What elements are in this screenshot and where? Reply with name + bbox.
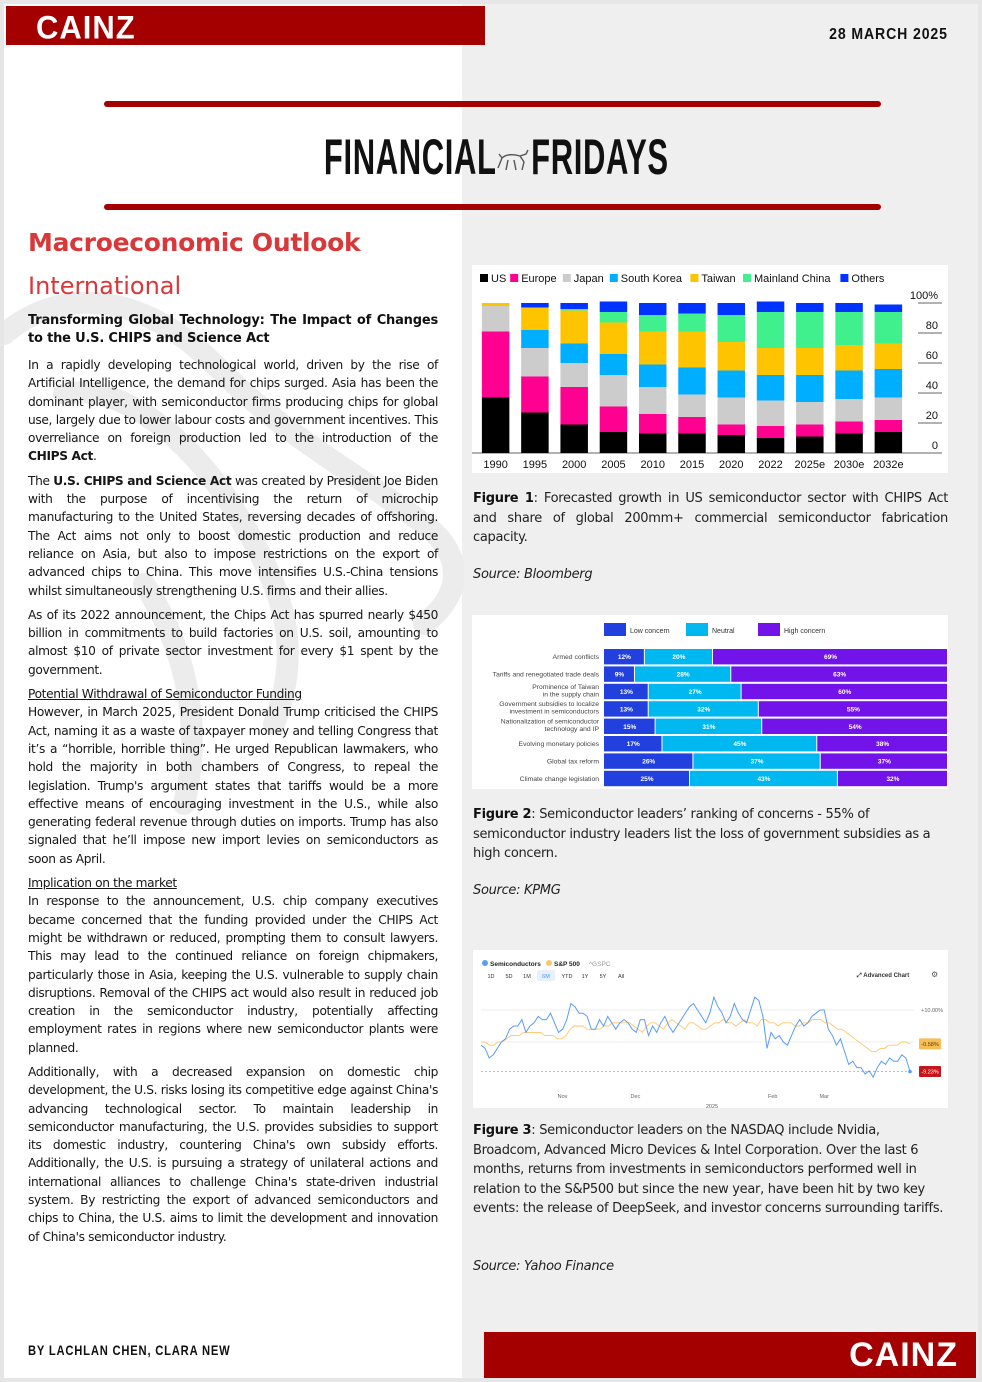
data-label: 69% [823,654,838,662]
newsletter-page [4,4,978,1378]
series-line-s-p-500 [481,1020,910,1052]
legend-swatch [510,274,518,282]
data-label: 54% [848,723,862,731]
category-label: Nationalization of semiconductor [500,718,599,726]
masthead-left: FINANCIAL [323,129,497,185]
byline: BY LACHLAN CHEN, CLARA NEW [28,1342,231,1358]
bar-segment-south-korea [757,375,784,401]
x-tick-label: 2005 [601,459,626,471]
legend-item [510,273,556,285]
bar-segment-us [600,432,627,453]
bar-segment-others [678,303,705,314]
category-label: Tariffs and renegotiated trade deals [492,671,599,679]
data-label: 32% [697,706,711,714]
legend-label: Semiconductors [490,961,541,968]
masthead-right: FRIDAYS [531,129,669,185]
legend-item [610,273,683,285]
bar-segment-japan [875,398,902,421]
bar-segment-taiwan [835,345,862,371]
y-tick-label: 80 [925,320,938,332]
bar-segment-japan [560,363,587,387]
bar-segment-taiwan [718,342,745,371]
data-label: 32% [886,776,900,783]
bar-segment-south-korea [639,365,666,388]
figure-2-chart [472,615,948,789]
paragraph-intro: In a rapidly developing technological world, driven by the rise of Artificial Intelligence, the demand for chips surged. Asia has been the dominant player, with semiconductor firms producing chips for global use, largely due to lower labour costs and government incentives. This overreliance on foreign production led to the introduction of the CHIPS Act. [28,358,438,464]
bar-segment-south-korea [560,344,587,364]
figure-3-source: Source: Yahoo Finance [473,1259,614,1274]
legend-swatch [563,274,571,282]
bar-segment-south-korea [835,371,862,400]
legend-label: Japan [573,273,604,285]
category-label: in the supply chain [542,691,599,699]
x-tick-label: 2025e [794,459,826,471]
legend-item [482,960,541,968]
bar-segment-europe [757,426,784,438]
data-label: 17% [626,741,640,749]
paragraph-additionally: Additionally, with a decreased expansion on domestic chip development, the U.S. risks losing its competitive edge against China's advancing technological sector. To maintain leadership in semiconductor manufacturing, the U.S. provides subsidies to support its domestic industry, countering China's own subsidy efforts. Additionally, the U.S. is pursuing a strategy of unilateral actions and international alliances to challenge China's state-driven industrial system. By restricting the export of advanced semiconductors and chips to China, the U.S. aims to limit the development and innovation of China's semiconductor industry. [28,1064,438,1244]
category-label: Armed conflicts [552,654,599,662]
bar-segment-taiwan [521,308,548,331]
legend-swatch [610,274,618,282]
x-tick-label: 2022 [758,459,783,471]
range-tab-label: All [617,974,625,980]
bar-segment-us [521,413,548,454]
bar-segment-mainland-china [796,312,823,348]
data-label: 25% [640,776,654,783]
bar-segment-mainland-china [875,312,902,344]
legend-item [480,273,506,285]
bar-segment-mainland-china [718,315,745,342]
legend-item [686,623,735,636]
bar-segment-others [521,303,548,308]
x-tick-label: 1995 [522,459,548,471]
bar-segment-europe [718,425,745,436]
figure-1-source: Source: Bloomberg [473,567,593,582]
x-tick-label: 2020 [719,459,744,471]
figure-1-chart [472,265,948,473]
gridline-label: +10.00% [921,1008,943,1014]
range-tab-ytd[interactable] [562,974,573,980]
bar-segment-japan [678,395,705,418]
range-tab-6m[interactable] [537,970,555,981]
legend-label: Neutral [712,628,735,635]
bar-segment-europe [482,332,509,398]
bar-segment-europe [678,417,705,434]
data-label: 27% [688,689,702,696]
legend-item [604,623,670,636]
legend-label: S&P 500 [554,961,580,968]
legend-label: Others [851,273,885,285]
range-tab-label: 6M [542,974,550,980]
category-label: Government subsidies to localize [499,701,599,709]
legend-label: High concern [784,628,826,635]
x-tick-label: Dec [630,1094,641,1100]
bar-segment-us [875,432,902,453]
legend-item [690,273,735,285]
category-label: technology and IP [544,726,599,734]
bull-icon [494,148,534,174]
x-tick-label: Feb [767,1094,778,1100]
figure-1-caption: Figure 1: Forecasted growth in US semiconductor sector with CHIPS Act and share of global 200mm+ commercial semiconductor fabrication capacity. [473,491,949,545]
bar-segment-others [875,305,902,313]
last-value-badge [919,1038,941,1049]
legend-swatch [690,274,698,282]
data-label: 55% [846,706,860,714]
last-value-badge [919,1066,941,1077]
badge-label: -0.58% [921,1041,939,1048]
legend-item [546,960,611,968]
legend-label: Europe [521,273,557,285]
range-tab-label: 1Y [581,974,589,980]
last-point-marker [908,1070,912,1074]
bar-segment-europe [875,420,902,432]
y-tick-label: 100% [909,290,938,302]
section-title: Macroeconomic Outlook [28,228,361,257]
subheading-withdrawal: Potential Withdrawal of Semiconductor Funding [28,687,302,702]
legend-label: US [491,273,507,285]
data-label: 37% [877,758,891,766]
y-tick-label: 40 [925,380,938,392]
legend-dot [546,960,552,966]
bar-segment-mainland-china [639,315,666,332]
legend-swatch [480,274,488,282]
bar-segment-others [560,303,587,309]
settings-gear-icon[interactable]: ⚙ [931,970,939,979]
y-tick-label: 20 [925,410,938,422]
figure-2-source: Source: KPMG [473,883,561,898]
bar-segment-taiwan [757,348,784,375]
data-label: 26% [642,758,656,766]
bar-segment-south-korea [875,369,902,398]
bar-segment-mainland-china [835,312,862,345]
article-column [28,228,438,1252]
subsection-title: International [28,272,182,300]
x-tick-label: 2010 [640,459,665,471]
bar-segment-mainland-china [678,314,705,332]
footer-banner [484,1332,976,1378]
data-label: 20% [672,654,686,662]
x-tick-label: 2015 [679,459,705,471]
legend-item [743,273,831,285]
bar-segment-south-korea [678,368,705,395]
legend-label: Taiwan [701,273,736,285]
top-divider [104,101,881,107]
range-tab-all[interactable] [618,974,624,980]
x-tick-label: 1990 [483,459,508,471]
legend-swatch [686,623,708,636]
bar-segment-us [796,437,823,454]
bar-segment-south-korea [796,375,823,402]
legend-label: Low concern [630,628,670,635]
range-tab-label: YTD [561,974,573,980]
bar-segment-taiwan [600,323,627,355]
data-label: 9% [614,671,625,679]
x-tick-label: 2000 [561,459,587,471]
legend-item [758,623,825,636]
bar-segment-japan [600,375,627,407]
category-label: Prominence of Taiwan [532,683,599,691]
y-tick-label: 0 [931,440,938,452]
concerns-stacked-bar-chart [472,615,948,789]
range-tab-label: 1D [487,974,495,980]
badge-label: -9.23% [921,1069,939,1076]
range-tab-1d[interactable] [487,974,494,980]
bar-segment-us [678,434,705,454]
range-tab-1m[interactable] [523,974,531,980]
bar-segment-others [835,303,862,312]
bar-segment-europe [639,414,666,434]
x-tick-label: Nov [557,1094,568,1100]
range-tab-label: 1M [523,974,531,980]
paragraph-response: In response to the announcement, U.S. chip company executives became concerned that the funding provided under the CHIPS Act might be withdrawn or reduced, prompting them to consult lawyers. This may lead to the continued reliance on foreign chipmakers, particularly those in Asia, keeping the U.S. vulnerable to supply chain disruptions. Removal of the CHIPS act would also result in reduced job creation in the semiconductor industry, potentially affecting employment rates in regions where new semiconductor plants were planned. [28,894,438,1055]
bar-segment-japan [796,402,823,425]
bar-segment-us [560,425,587,454]
data-label: 12% [617,654,631,662]
range-tab-label: 5D [505,974,513,980]
fab-capacity-stacked-bar-chart [472,265,948,473]
x-tick-label: 2032e [873,459,904,471]
bar-segment-japan [639,387,666,414]
data-label: 60% [838,689,852,696]
subheading-implication: Implication on the market [28,876,177,891]
legend-swatch [758,623,780,636]
bar-segment-japan [521,348,548,377]
bar-segment-japan [757,401,784,427]
data-label: 38% [876,741,890,749]
bar-segment-taiwan [678,332,705,368]
legend-label: South Korea [620,273,682,285]
bar-segment-europe [796,425,823,437]
data-label: 31% [702,723,716,731]
paragraph-commitments: As of its 2022 announcement, the Chips Act has spurred nearly $450 billion in commitments to build factories on U.S. soil, amounting to almost $10 of private sector investment for every $1 spent by the government. [28,607,438,677]
data-label: 37% [750,758,764,766]
bar-segment-mainland-china [757,312,784,348]
data-label: 63% [833,671,847,679]
bar-segment-taiwan [560,311,587,344]
legend-swatch [840,274,848,282]
bar-segment-others [639,303,666,315]
semis-vs-sp500-line-chart [473,950,948,1108]
bar-segment-taiwan [796,348,823,375]
article-title: Transforming Global Technology: The Impact of Changes to the U.S. CHIPS and Science Act [28,313,438,346]
y-tick-label: 60 [925,350,938,362]
data-label: 13% [619,706,633,714]
legend-dot [482,960,488,966]
x-year-label: 2025 [705,1104,719,1108]
bar-segment-mainland-china [560,309,587,311]
category-label: investment in semiconductors [509,708,599,716]
paragraph-trump: However, in March 2025, President Donald Trump criticised the CHIPS Act, naming it as a waste of taxpayer money and telling Congress that it’s a “horrible, horrible thing”. He urged Republican lawmakers, who hold the majority in both chambers of Congress, to repeal the legislation. Trump's argument states that tariffs would be a more effective means of encouraging investment in the U.S., while also generating federal revenue through duties on imports. Trump has also signaled that he’ll impose new import levies on semiconductors as soon as April. [28,705,438,866]
figure-3-chart [473,950,948,1108]
legend-swatch [743,274,751,282]
bar-segment-others [796,303,823,312]
bar-segment-europe [600,407,627,433]
data-label: 15% [623,723,637,731]
bar-segment-south-korea [600,354,627,375]
bar-segment-europe [835,422,862,434]
bar-segment-taiwan [482,303,509,306]
cainz-logo: CAINZ [36,9,136,46]
bar-segment-europe [521,377,548,413]
figure-2-caption: Figure 2: Semiconductor leaders’ ranking of concerns - 55% of semiconductor industry leaders list the loss of government subsidies as a high concern. [473,807,931,861]
legend-swatch [604,623,626,636]
legend-ticker: ^GSPC [589,961,611,968]
bar-segment-us [639,434,666,454]
advanced-chart-button[interactable] [857,972,909,979]
data-label: 13% [619,689,633,696]
data-label: 28% [676,671,690,679]
bar-segment-europe [560,387,587,425]
bar-segment-us [718,435,745,453]
bar-segment-japan [835,399,862,422]
bar-segment-others [600,302,627,313]
bar-segment-south-korea [718,371,745,398]
advanced-chart-label: ⤢ Advanced Chart [857,973,910,979]
bar-segment-taiwan [639,332,666,365]
x-tick-label: 2030e [833,459,865,471]
header-banner [6,6,485,45]
range-tab-1y[interactable] [582,974,589,980]
bar-segment-others [757,302,784,313]
legend-item [563,273,604,285]
range-tab-5d[interactable] [505,974,512,980]
masthead [4,128,978,186]
bar-segment-mainland-china [600,312,627,323]
figure-3-caption: Figure 3: Semiconductor leaders on the NASDAQ include Nvidia, Broadcom, Advanced Micro Devices & Intel Corporation. Over the last 6 months, returns from investments in semiconductors performed well in relation to the S&P500 but since the new year, have been hit by two key events: the release of DeepSeek, and investor concerns surrounding tariffs. [473,1123,944,1216]
legend-label: Mainland China [754,273,831,285]
series-line-semiconductors [481,997,910,1077]
bar-segment-us [757,438,784,453]
legend-item [840,273,885,285]
category-label: Climate change legislation [519,776,599,783]
category-label: Global tax reform [546,758,599,766]
cainz-logo-footer: CAINZ [849,1336,958,1374]
bar-segment-us [835,434,862,454]
bar-segment-others [718,303,745,315]
category-label: Evolving monetary policies [518,741,599,749]
bottom-divider [104,204,881,210]
data-label: 43% [757,776,771,783]
bar-segment-japan [482,306,509,332]
bar-segment-south-korea [521,330,548,348]
range-tab-label: 5Y [599,974,607,980]
issue-date: 28 MARCH 2025 [829,26,948,43]
bar-segment-us [482,398,509,454]
data-label: 45% [733,741,747,749]
paragraph-chips-act: The U.S. CHIPS and Science Act was created by President Joe Biden with the purpose of incentivising the return of microchip manufacturing to the United States, reversing decades of offshoring. The Act aims not only to boost domestic production and reduce reliance on Asia, but also to impose restrictions on the export of advanced chips to China. This move intensifies U.S.-China tensions whilst simultaneously strengthening U.S. firms and their allies. [28,473,438,598]
range-tab-5y[interactable] [600,974,607,980]
x-tick-label: Mar [819,1094,829,1100]
bar-segment-taiwan [875,344,902,370]
bar-segment-japan [718,398,745,425]
